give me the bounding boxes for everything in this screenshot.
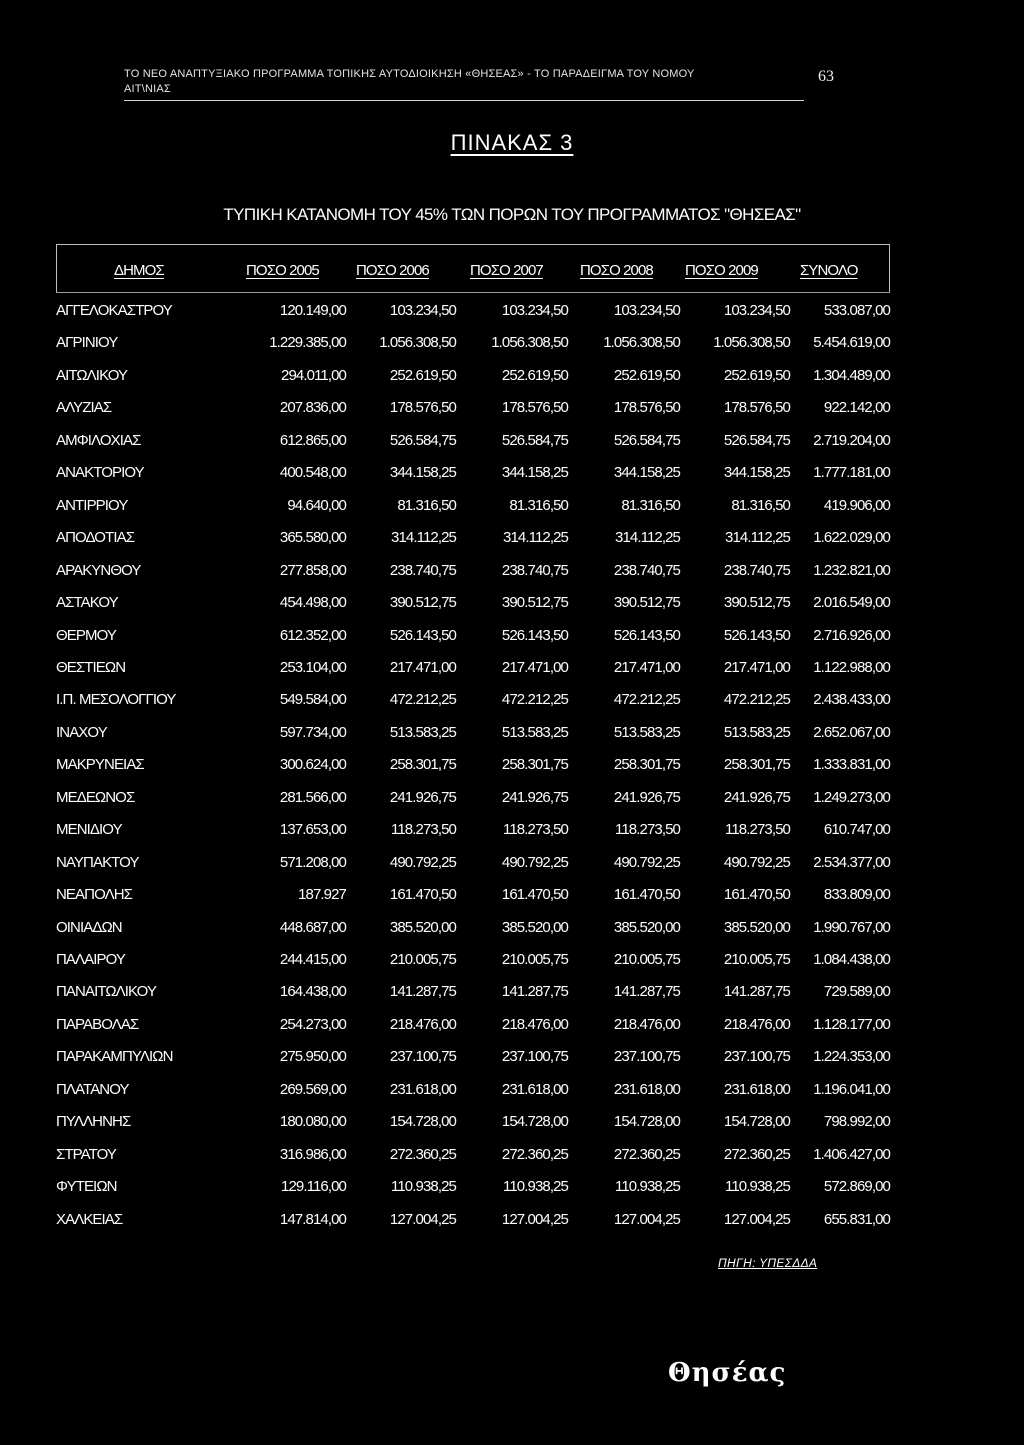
amount-cell: 612.352,00 <box>279 627 346 644</box>
total-cell: 833.809,00 <box>823 886 890 903</box>
amount-cell: 400.548,00 <box>279 464 346 481</box>
table-row <box>0 334 1024 366</box>
amount-cell: 241.926,75 <box>501 789 568 806</box>
amount-cell: 110.938,25 <box>391 1178 456 1195</box>
table-row <box>0 1016 1024 1048</box>
amount-cell: 472.212,25 <box>501 691 568 708</box>
amount-cell: 217.471,00 <box>501 659 568 676</box>
municipality-name: ΠΑΝΑΙΤΩΛΙΚΟΥ <box>56 983 157 1000</box>
amount-cell: 294.011,00 <box>281 367 346 384</box>
amount-cell: 258.301,75 <box>389 756 456 773</box>
amount-cell: 314.112,25 <box>391 529 456 546</box>
amount-cell: 513.583,25 <box>613 724 680 741</box>
table-subtitle: ΤΥΠΙΚΗ ΚΑΤΑΝΟΜΗ ΤΟΥ 45% ΤΩΝ ΠΟΡΩΝ ΤΟΥ ΠΡΟΓΡΑΜΜΑΤΟΣ "ΘΗΣΕΑΣ" <box>223 205 801 224</box>
table-row <box>0 1048 1024 1080</box>
amount-cell: 161.470,50 <box>723 886 790 903</box>
column-header: ΠΟΣΟ 2005 <box>246 262 319 279</box>
amount-cell: 154.728,00 <box>613 1113 680 1130</box>
table-row <box>0 497 1024 529</box>
amount-cell: 110.938,25 <box>725 1178 790 1195</box>
amount-cell: 344.158,25 <box>501 464 568 481</box>
table-row <box>0 1211 1024 1243</box>
amount-cell: 94.640,00 <box>287 497 346 514</box>
table-row <box>0 983 1024 1015</box>
amount-cell: 1.056.308,50 <box>713 334 790 351</box>
amount-cell: 269.569,00 <box>279 1081 346 1098</box>
amount-cell: 490.792,25 <box>389 854 456 871</box>
amount-cell: 127.004,25 <box>501 1211 568 1228</box>
amount-cell: 118.273,50 <box>503 821 568 838</box>
municipality-name: ΠΑΛΑΙΡΟΥ <box>56 951 126 968</box>
total-cell: 419.906,00 <box>823 497 890 514</box>
column-header: ΣΥΝΟΛΟ <box>800 262 858 279</box>
table-row <box>0 562 1024 594</box>
amount-cell: 277.858,00 <box>279 562 346 579</box>
table-row <box>0 627 1024 659</box>
amount-cell: 217.471,00 <box>613 659 680 676</box>
amount-cell: 110.938,25 <box>503 1178 568 1195</box>
total-cell: 655.831,00 <box>823 1211 890 1228</box>
total-cell: 1.232.821,00 <box>813 562 890 579</box>
amount-cell: 390.512,75 <box>389 594 456 611</box>
total-cell: 729.589,00 <box>823 983 890 1000</box>
amount-cell: 1.056.308,50 <box>491 334 568 351</box>
amount-cell: 231.618,00 <box>501 1081 568 1098</box>
amount-cell: 385.520,00 <box>723 919 790 936</box>
amount-cell: 137.653,00 <box>279 821 346 838</box>
amount-cell: 344.158,25 <box>389 464 456 481</box>
amount-cell: 210.005,75 <box>723 951 790 968</box>
amount-cell: 241.926,75 <box>613 789 680 806</box>
table-row <box>0 854 1024 886</box>
municipality-name: Ι.Π. ΜΕΣΟΛΟΓΓΙΟΥ <box>56 691 176 708</box>
amount-cell: 526.143,50 <box>501 627 568 644</box>
amount-cell: 120.149,00 <box>279 302 346 319</box>
total-cell: 1.777.181,00 <box>813 464 890 481</box>
amount-cell: 161.470,50 <box>501 886 568 903</box>
total-cell: 2.016.549,00 <box>813 594 890 611</box>
amount-cell: 178.576,50 <box>613 399 680 416</box>
amount-cell: 218.476,00 <box>389 1016 456 1033</box>
amount-cell: 238.740,75 <box>723 562 790 579</box>
table-row <box>0 821 1024 853</box>
table-border-right <box>889 244 890 292</box>
municipality-name: ΘΕΣΤΙΕΩΝ <box>56 659 126 676</box>
municipality-name: ΦΥΤΕΙΩΝ <box>56 1178 117 1195</box>
amount-cell: 241.926,75 <box>723 789 790 806</box>
amount-cell: 127.004,25 <box>613 1211 680 1228</box>
amount-cell: 210.005,75 <box>613 951 680 968</box>
municipality-name: ΑΜΦΙΛΟΧΙΑΣ <box>56 432 141 449</box>
amount-cell: 316.986,00 <box>279 1146 346 1163</box>
amount-cell: 490.792,25 <box>723 854 790 871</box>
total-cell: 922.142,00 <box>823 399 890 416</box>
total-cell: 2.438.433,00 <box>813 691 890 708</box>
amount-cell: 549.584,00 <box>279 691 346 708</box>
municipality-name: ΑΙΤΩΛΙΚΟΥ <box>56 367 128 384</box>
amount-cell: 258.301,75 <box>501 756 568 773</box>
municipality-name: ΣΤΡΑΤΟΥ <box>56 1146 116 1163</box>
amount-cell: 513.583,25 <box>723 724 790 741</box>
amount-cell: 81.316,50 <box>397 497 456 514</box>
amount-cell: 490.792,25 <box>613 854 680 871</box>
thiseas-logo: Θησέας <box>668 1358 787 1388</box>
amount-cell: 81.316,50 <box>509 497 568 514</box>
municipality-name: ΠΥΛΛΗΝΗΣ <box>56 1113 131 1130</box>
amount-cell: 154.728,00 <box>723 1113 790 1130</box>
table-row <box>0 724 1024 756</box>
amount-cell: 252.619,50 <box>613 367 680 384</box>
amount-cell: 254.273,00 <box>279 1016 346 1033</box>
amount-cell: 244.415,00 <box>279 951 346 968</box>
column-header: ΠΟΣΟ 2006 <box>356 262 429 279</box>
table-row <box>0 1178 1024 1210</box>
municipality-name: ΝΕΑΠΟΛΗΣ <box>56 886 132 903</box>
municipality-name: ΑΓΓΕΛΟΚΑΣΤΡΟΥ <box>56 302 172 319</box>
amount-cell: 141.287,75 <box>723 983 790 1000</box>
amount-cell: 103.234,50 <box>613 302 680 319</box>
municipality-name: ΑΠΟΔΟΤΙΑΣ <box>56 529 135 546</box>
amount-cell: 272.360,25 <box>613 1146 680 1163</box>
amount-cell: 390.512,75 <box>613 594 680 611</box>
table-title: ΠΙΝΑΚΑΣ 3 <box>450 130 574 155</box>
municipality-name: ΑΝΤΙΡΡΙΟΥ <box>56 497 128 514</box>
amount-cell: 472.212,25 <box>723 691 790 708</box>
amount-cell: 164.438,00 <box>279 983 346 1000</box>
total-cell: 1.196.041,00 <box>813 1081 890 1098</box>
municipality-name: ΑΡΑΚΥΝΘΟΥ <box>56 562 141 579</box>
amount-cell: 241.926,75 <box>389 789 456 806</box>
total-cell: 1.304.489,00 <box>813 367 890 384</box>
amount-cell: 526.584,75 <box>389 432 456 449</box>
municipality-name: ΙΝΑΧΟΥ <box>56 724 107 741</box>
amount-cell: 110.938,25 <box>615 1178 680 1195</box>
amount-cell: 154.728,00 <box>501 1113 568 1130</box>
amount-cell: 231.618,00 <box>389 1081 456 1098</box>
amount-cell: 178.576,50 <box>389 399 456 416</box>
amount-cell: 217.471,00 <box>723 659 790 676</box>
total-cell: 1.406.427,00 <box>813 1146 890 1163</box>
table-row <box>0 367 1024 399</box>
total-cell: 1.622.029,00 <box>813 529 890 546</box>
municipality-name: ΝΑΥΠΑΚΤΟΥ <box>56 854 139 871</box>
amount-cell: 161.470,50 <box>613 886 680 903</box>
amount-cell: 210.005,75 <box>389 951 456 968</box>
municipality-name: ΜΑΚΡΥΝΕΙΑΣ <box>56 756 144 773</box>
amount-cell: 252.619,50 <box>723 367 790 384</box>
amount-cell: 1.056.308,50 <box>379 334 456 351</box>
amount-cell: 141.287,75 <box>389 983 456 1000</box>
amount-cell: 218.476,00 <box>613 1016 680 1033</box>
amount-cell: 103.234,50 <box>723 302 790 319</box>
amount-cell: 103.234,50 <box>389 302 456 319</box>
table-header-rule <box>56 292 890 293</box>
amount-cell: 147.814,00 <box>279 1211 346 1228</box>
municipality-name: ΘΕΡΜΟΥ <box>56 627 116 644</box>
amount-cell: 385.520,00 <box>389 919 456 936</box>
amount-cell: 127.004,25 <box>389 1211 456 1228</box>
amount-cell: 526.584,75 <box>501 432 568 449</box>
amount-cell: 217.471,00 <box>389 659 456 676</box>
total-cell: 572.869,00 <box>823 1178 890 1195</box>
amount-cell: 252.619,50 <box>389 367 456 384</box>
table-row <box>0 529 1024 561</box>
amount-cell: 526.143,50 <box>613 627 680 644</box>
column-header: ΠΟΣΟ 2008 <box>580 262 653 279</box>
amount-cell: 253.104,00 <box>279 659 346 676</box>
amount-cell: 526.584,75 <box>613 432 680 449</box>
table-row <box>0 302 1024 334</box>
amount-cell: 314.112,25 <box>725 529 790 546</box>
table-row <box>0 399 1024 431</box>
municipality-name: ΟΙΝΙΑΔΩΝ <box>56 919 122 936</box>
header-rule <box>124 100 804 101</box>
table-row <box>0 1081 1024 1113</box>
table-row <box>0 594 1024 626</box>
amount-cell: 127.004,25 <box>723 1211 790 1228</box>
total-cell: 5.454.619,00 <box>813 334 890 351</box>
amount-cell: 365.580,00 <box>279 529 346 546</box>
amount-cell: 344.158,25 <box>613 464 680 481</box>
amount-cell: 252.619,50 <box>501 367 568 384</box>
amount-cell: 300.624,00 <box>279 756 346 773</box>
amount-cell: 454.498,00 <box>279 594 346 611</box>
amount-cell: 1.229.385,00 <box>269 334 346 351</box>
amount-cell: 526.143,50 <box>389 627 456 644</box>
amount-cell: 231.618,00 <box>613 1081 680 1098</box>
table-row <box>0 886 1024 918</box>
amount-cell: 238.740,75 <box>389 562 456 579</box>
amount-cell: 258.301,75 <box>613 756 680 773</box>
source-note: ΠΗΓΗ: ΥΠΕΣΔΔΑ <box>718 1256 818 1270</box>
column-header: ΠΟΣΟ 2009 <box>685 262 758 279</box>
amount-cell: 237.100,75 <box>723 1048 790 1065</box>
column-header: ΔΗΜΟΣ <box>114 262 164 279</box>
amount-cell: 210.005,75 <box>501 951 568 968</box>
amount-cell: 272.360,25 <box>501 1146 568 1163</box>
total-cell: 1.224.353,00 <box>813 1048 890 1065</box>
header-line-1: ΤΟ ΝΕΟ ΑΝΑΠΤΥΞΙΑΚΟ ΠΡΟΓΡΑΜΜΑ ΤΟΠΙΚΗΣ ΑΥΤΟΔΙΟΙΚΗΣΗ «ΘΗΣΕΑΣ» - ΤΟ ΠΑΡΑΔΕΙΓΜΑ ΤΟΥ ΝΟΜΟΥ <box>124 68 695 80</box>
municipality-name: ΜΕΝΙΔΙΟΥ <box>56 821 122 838</box>
amount-cell: 275.950,00 <box>279 1048 346 1065</box>
table-row <box>0 919 1024 951</box>
municipality-name: ΜΕΔΕΩΝΟΣ <box>56 789 135 806</box>
amount-cell: 237.100,75 <box>389 1048 456 1065</box>
amount-cell: 238.740,75 <box>501 562 568 579</box>
amount-cell: 314.112,25 <box>503 529 568 546</box>
amount-cell: 207.836,00 <box>279 399 346 416</box>
municipality-name: ΑΓΡΙΝΙΟΥ <box>56 334 118 351</box>
amount-cell: 448.687,00 <box>279 919 346 936</box>
total-cell: 2.652.067,00 <box>813 724 890 741</box>
amount-cell: 118.273,50 <box>391 821 456 838</box>
amount-cell: 1.056.308,50 <box>603 334 680 351</box>
amount-cell: 385.520,00 <box>613 919 680 936</box>
amount-cell: 81.316,50 <box>621 497 680 514</box>
amount-cell: 178.576,50 <box>723 399 790 416</box>
table-row <box>0 432 1024 464</box>
amount-cell: 612.865,00 <box>279 432 346 449</box>
amount-cell: 597.734,00 <box>279 724 346 741</box>
amount-cell: 258.301,75 <box>723 756 790 773</box>
total-cell: 1.249.273,00 <box>813 789 890 806</box>
amount-cell: 390.512,75 <box>501 594 568 611</box>
amount-cell: 513.583,25 <box>389 724 456 741</box>
amount-cell: 187.927 <box>298 886 346 903</box>
amount-cell: 314.112,25 <box>615 529 680 546</box>
amount-cell: 231.618,00 <box>723 1081 790 1098</box>
table-row <box>0 951 1024 983</box>
table-row <box>0 756 1024 788</box>
amount-cell: 154.728,00 <box>389 1113 456 1130</box>
amount-cell: 526.143,50 <box>723 627 790 644</box>
total-cell: 2.716.926,00 <box>813 627 890 644</box>
amount-cell: 81.316,50 <box>731 497 790 514</box>
table-border-top <box>56 244 890 245</box>
total-cell: 1.990.767,00 <box>813 919 890 936</box>
amount-cell: 118.273,50 <box>725 821 790 838</box>
amount-cell: 141.287,75 <box>501 983 568 1000</box>
total-cell: 798.992,00 <box>823 1113 890 1130</box>
amount-cell: 237.100,75 <box>501 1048 568 1065</box>
amount-cell: 472.212,25 <box>389 691 456 708</box>
amount-cell: 118.273,50 <box>615 821 680 838</box>
municipality-name: ΠΑΡΑΒΟΛΑΣ <box>56 1016 139 1033</box>
municipality-name: ΠΛΑΤΑΝΟΥ <box>56 1081 129 1098</box>
amount-cell: 281.566,00 <box>279 789 346 806</box>
total-cell: 533.087,00 <box>823 302 890 319</box>
amount-cell: 526.584,75 <box>723 432 790 449</box>
amount-cell: 390.512,75 <box>723 594 790 611</box>
municipality-name: ΠΑΡΑΚΑΜΠΥΛΙΩΝ <box>56 1048 173 1065</box>
amount-cell: 513.583,25 <box>501 724 568 741</box>
total-cell: 1.122.988,00 <box>813 659 890 676</box>
table-row <box>0 1146 1024 1178</box>
amount-cell: 161.470,50 <box>389 886 456 903</box>
amount-cell: 238.740,75 <box>613 562 680 579</box>
amount-cell: 103.234,50 <box>501 302 568 319</box>
amount-cell: 218.476,00 <box>501 1016 568 1033</box>
municipality-name: ΧΑΛΚΕΙΑΣ <box>56 1211 123 1228</box>
table-row <box>0 659 1024 691</box>
table-border-left <box>56 244 57 292</box>
amount-cell: 129.116,00 <box>281 1178 346 1195</box>
amount-cell: 141.287,75 <box>613 983 680 1000</box>
total-cell: 1.333.831,00 <box>813 756 890 773</box>
table-row <box>0 691 1024 723</box>
total-cell: 1.128.177,00 <box>813 1016 890 1033</box>
total-cell: 610.747,00 <box>823 821 890 838</box>
amount-cell: 180.080,00 <box>279 1113 346 1130</box>
header-line-2: ΑΙΤ\ΝΙΑΣ <box>124 83 171 95</box>
amount-cell: 472.212,25 <box>613 691 680 708</box>
amount-cell: 272.360,25 <box>723 1146 790 1163</box>
amount-cell: 490.792,25 <box>501 854 568 871</box>
page-number: 63 <box>818 68 834 85</box>
table-row <box>0 789 1024 821</box>
amount-cell: 272.360,25 <box>389 1146 456 1163</box>
amount-cell: 571.208,00 <box>279 854 346 871</box>
total-cell: 2.534.377,00 <box>813 854 890 871</box>
table-row <box>0 1113 1024 1145</box>
municipality-name: ΑΛΥΖΙΑΣ <box>56 399 112 416</box>
amount-cell: 218.476,00 <box>723 1016 790 1033</box>
total-cell: 1.084.438,00 <box>813 951 890 968</box>
amount-cell: 237.100,75 <box>613 1048 680 1065</box>
amount-cell: 178.576,50 <box>501 399 568 416</box>
amount-cell: 385.520,00 <box>501 919 568 936</box>
column-header: ΠΟΣΟ 2007 <box>470 262 543 279</box>
table-row <box>0 464 1024 496</box>
municipality-name: ΑΝΑΚΤΟΡΙΟΥ <box>56 464 144 481</box>
municipality-name: ΑΣΤΑΚΟΥ <box>56 594 118 611</box>
amount-cell: 344.158,25 <box>723 464 790 481</box>
total-cell: 2.719.204,00 <box>813 432 890 449</box>
